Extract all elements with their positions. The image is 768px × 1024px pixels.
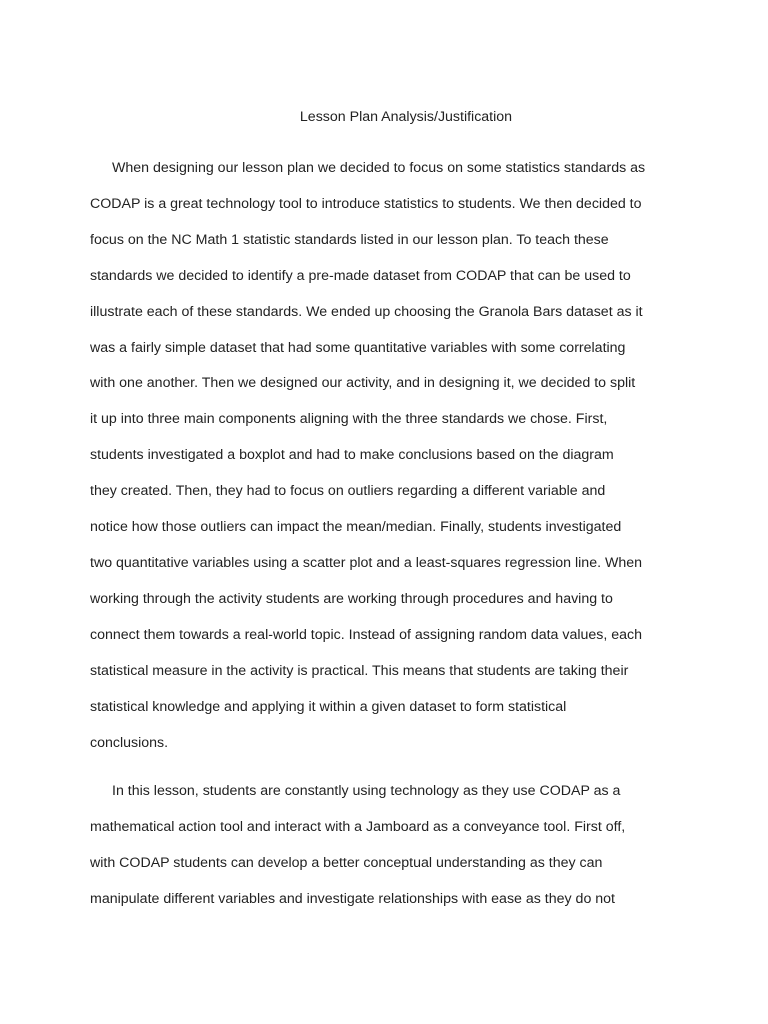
paragraph-line: notice how those outliers can impact the mean/median. Finally, students investigated <box>90 519 622 536</box>
paragraph-line: connect them towards a real-world topic. Instead of assigning random data values, each <box>90 626 643 643</box>
paragraph-1 <box>90 151 690 761</box>
paragraph-2 <box>90 774 690 918</box>
paragraph-line: statistical knowledge and applying it within a given dataset to form statistical <box>90 698 567 715</box>
paragraph-line: CODAP is a great technology tool to introduce statistics to students. We then decided to <box>90 195 642 212</box>
paragraph-line: with one another. Then we designed our activity, and in designing it, we decided to split <box>90 375 636 392</box>
paragraph-line: standards we decided to identify a pre-made dataset from CODAP that can be used to <box>90 267 631 284</box>
paragraph-line: conclusions. <box>90 734 169 751</box>
document-title: Lesson Plan Analysis/Justification <box>299 109 513 125</box>
paragraph-line: focus on the NC Math 1 statistic standards listed in our lesson plan. To teach these <box>90 231 609 248</box>
paragraph-line: it up into three main components aligning with the three standards we chose. First, <box>90 411 608 428</box>
paragraph-line: working through the activity students are working through procedures and having to <box>90 590 613 607</box>
paragraph-line: was a fairly simple dataset that had some quantitative variables with some correlating <box>90 339 626 356</box>
paragraph-line: with CODAP students can develop a better conceptual understanding as they can <box>90 854 603 871</box>
paragraph-line: students investigated a boxplot and had to make conclusions based on the diagram <box>90 447 614 464</box>
paragraph-line: mathematical action tool and interact with a Jamboard as a conveyance tool. First off, <box>90 818 626 835</box>
paragraph-line: When designing our lesson plan we decided to focus on some statistics standards as <box>112 160 646 176</box>
paragraph-line: statistical measure in the activity is practical. This means that students are taking their <box>90 662 629 679</box>
paragraph-line: they created. Then, they had to focus on outliers regarding a different variable and <box>90 483 606 500</box>
paragraph-line: manipulate different variables and investigate relationships with ease as they do not <box>90 890 615 907</box>
paragraph-line: In this lesson, students are constantly using technology as they use CODAP as a <box>112 783 621 799</box>
paragraph-line: two quantitative variables using a scatter plot and a least-squares regression line. When <box>90 554 643 571</box>
paragraph-line: illustrate each of these standards. We ended up choosing the Granola Bars dataset as it <box>90 303 643 320</box>
